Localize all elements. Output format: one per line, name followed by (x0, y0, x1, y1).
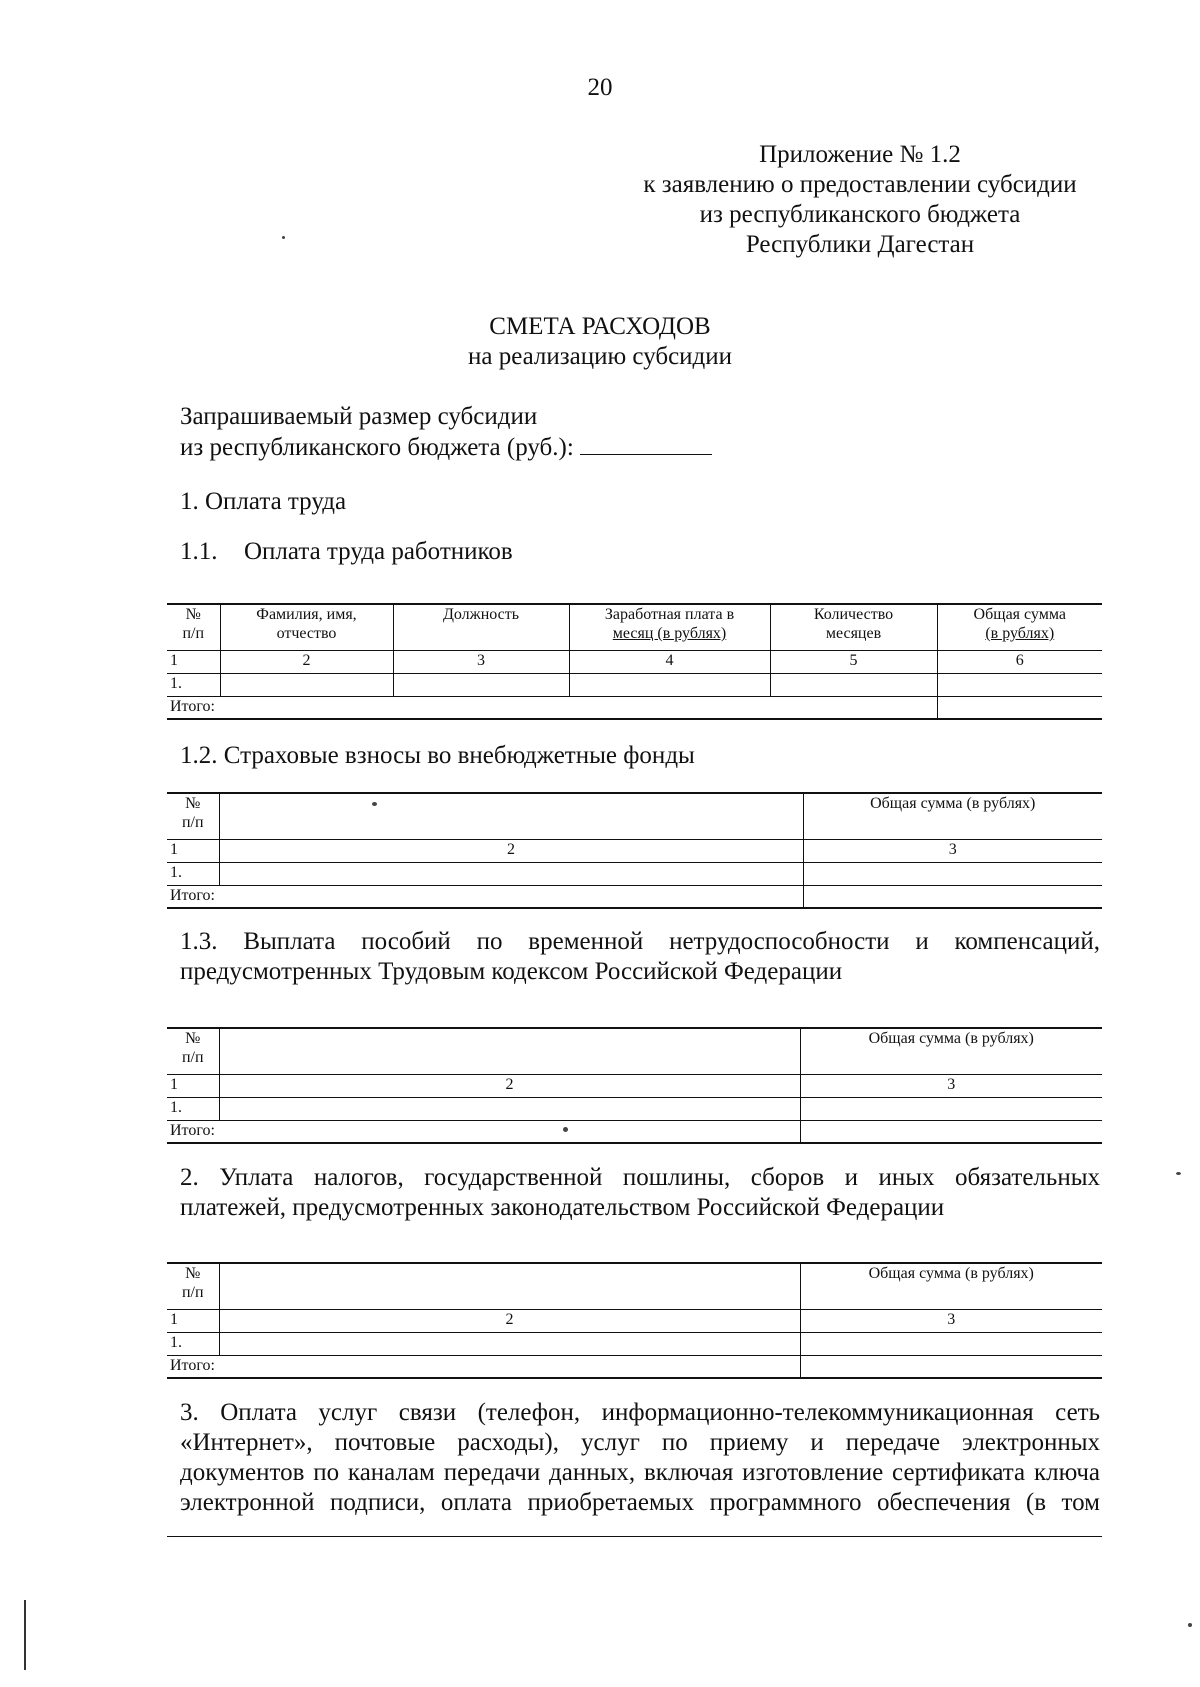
total-label: Итого: (167, 885, 803, 908)
table-cell: 1 (167, 1074, 219, 1097)
section-3-line-1: 3. Оплата услуг связи (телефон, информационно-телекоммуникационная сеть (180, 1399, 1100, 1426)
table-cell: 2 (220, 650, 393, 673)
header-monthly-salary: Заработная плата в месяц (в рублях) (569, 604, 770, 650)
table-cell: 3 (800, 1074, 1102, 1097)
table-cell: 6 (937, 650, 1102, 673)
section-1-1-heading (180, 537, 1100, 567)
header-number: № п/п (167, 604, 220, 650)
header-description (219, 1028, 800, 1074)
table-index-row (167, 1309, 1102, 1332)
table-cell[interactable] (569, 673, 770, 696)
appendix-line-2: к заявлению о предоставлении субсидии (643, 171, 1077, 198)
total-label: Итого: (167, 696, 937, 719)
header-number: № п/п (167, 793, 219, 839)
table-index-row (167, 650, 1102, 673)
table-total-row (167, 1355, 1102, 1378)
title-sub: на реализацию субсидии (467, 343, 733, 370)
appendix-line-3: из республиканского бюджета (699, 201, 1021, 228)
header-number: № п/п (167, 1028, 219, 1074)
header-description (219, 1263, 800, 1309)
table-row (167, 862, 1102, 885)
table-index-row (167, 839, 1102, 862)
appendix-line-4: Республики Дагестан (745, 231, 975, 258)
total-value-cell[interactable] (937, 696, 1102, 719)
header-total-sum: Общая сумма (в рублях) (937, 604, 1102, 650)
table-cell[interactable] (770, 673, 937, 696)
table-cell: 3 (800, 1309, 1102, 1332)
header-total-sum: Общая сумма (в рублях) (800, 1028, 1102, 1074)
header-months: Количество месяцев (770, 604, 937, 650)
table-row (167, 673, 1102, 696)
scan-speck (1176, 1172, 1181, 1175)
table-cell: 4 (569, 650, 770, 673)
table-cell[interactable] (219, 862, 803, 885)
total-value-cell[interactable] (800, 1120, 1102, 1143)
table-total-row (167, 885, 1102, 908)
document-title (0, 312, 1200, 372)
appendix-header (600, 140, 1120, 260)
page-bottom-rule (167, 1536, 1102, 1537)
scan-speck (372, 802, 377, 806)
header-full-name: Фамилия, имя, отчество (220, 604, 393, 650)
section-1-3-heading-line-2: предусмотренных Трудовым кодексом Российской Федерации (180, 958, 843, 985)
scan-speck (1188, 1623, 1192, 1627)
section-1-heading: 1. Оплата труда (180, 488, 347, 515)
table-header-row (167, 1028, 1102, 1074)
section-2-heading-line-1: 2. Уплата налогов, государственной пошлины, сборов и иных обязательных (180, 1164, 1100, 1191)
table-cell[interactable] (220, 673, 393, 696)
table-cell[interactable] (219, 1097, 800, 1120)
row-number: 1. (167, 862, 219, 885)
table-header-row (167, 793, 1102, 839)
row-number: 1. (167, 673, 220, 696)
table-row (167, 1332, 1102, 1355)
scan-edge-mark (24, 1600, 26, 1670)
table-cell: 2 (219, 1074, 800, 1097)
section-3-line-3: документов по каналам передачи данных, включая изготовление сертификата ключа (180, 1459, 1100, 1486)
insurance-table (167, 792, 1102, 909)
row-number: 1. (167, 1332, 219, 1355)
section-2-heading-line-2: платежей, предусмотренных законодательством Российской Федерации (180, 1194, 945, 1221)
table-cell[interactable] (800, 1332, 1102, 1355)
table-total-row (167, 1120, 1102, 1143)
scan-speck (563, 1127, 568, 1132)
table-cell[interactable] (800, 1097, 1102, 1120)
section-1-2-heading: 1.2. Страховые взносы во внебюджетные фонды (180, 742, 695, 769)
requested-amount-field[interactable] (580, 432, 712, 455)
table-index-row (167, 1074, 1102, 1097)
section-3-line-4: электронной подписи, оплата приобретаемых программного обеспечения (в том (180, 1489, 1100, 1516)
header-description (219, 793, 803, 839)
table-cell: 3 (803, 839, 1102, 862)
appendix-line-1: Приложение № 1.2 (759, 141, 961, 168)
table-cell: 2 (219, 839, 803, 862)
table-cell[interactable] (803, 862, 1102, 885)
table-cell: 3 (393, 650, 569, 673)
requested-amount-line-1: Запрашиваемый размер субсидии (180, 403, 538, 430)
table-total-row (167, 696, 1102, 719)
total-label: Итого: (167, 1355, 800, 1378)
requested-amount-line-2: из республиканского бюджета (руб.): (180, 434, 574, 461)
header-total-sum: Общая сумма (в рублях) (800, 1263, 1102, 1309)
table-cell[interactable] (937, 673, 1102, 696)
section-3-line-2: «Интернет», почтовые расходы), услуг по приему и передаче электронных (180, 1429, 1100, 1456)
total-value-cell[interactable] (800, 1355, 1102, 1378)
table-cell: 1 (167, 1309, 219, 1332)
table-cell: 5 (770, 650, 937, 673)
table-cell[interactable] (219, 1332, 800, 1355)
table-header-row (167, 1263, 1102, 1309)
total-value-cell[interactable] (803, 885, 1102, 908)
section-1-3-heading-line-1: 1.3. Выплата пособий по временной нетрудоспособности и компенсаций, (180, 928, 1100, 955)
section-1-1-number: 1.1. (180, 538, 218, 565)
table-row (167, 1097, 1102, 1120)
title-main: СМЕТА РАСХОДОВ (489, 313, 711, 340)
scan-speck (282, 236, 285, 239)
salary-table (167, 603, 1102, 720)
table-cell: 1 (167, 650, 220, 673)
table-header-row (167, 604, 1102, 650)
section-1-1-text: Оплата труда работников (244, 538, 513, 565)
row-number: 1. (167, 1097, 219, 1120)
header-position: Должность (393, 604, 569, 650)
taxes-table (167, 1262, 1102, 1379)
total-label: Итого: (167, 1120, 800, 1143)
table-cell: 1 (167, 839, 219, 862)
page-number: 20 (587, 74, 613, 101)
requested-amount (180, 402, 712, 463)
header-total-sum: Общая сумма (в рублях) (803, 793, 1102, 839)
benefits-table (167, 1027, 1102, 1144)
header-number: № п/п (167, 1263, 219, 1309)
table-cell: 2 (219, 1309, 800, 1332)
table-cell[interactable] (393, 673, 569, 696)
